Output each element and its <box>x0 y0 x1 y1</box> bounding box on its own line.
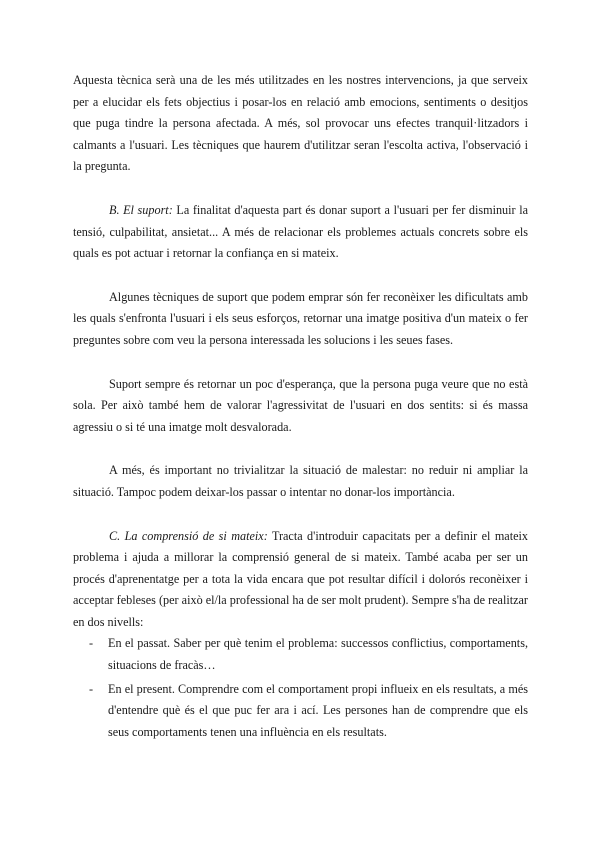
paragraph-intro <box>73 70 528 178</box>
list-item-text: En el passat. Saber per què tenim el problema: successos conflictius, comportaments, situacions de fracàs… <box>108 636 528 673</box>
section-heading-suport: B. El suport: <box>109 202 173 217</box>
paragraph-text: La finalitat d'aquesta part és donar suport a l'usuari per fer disminuir la tensió, culpabilitat, ansietat... A més de relacionar els problemes actuals concrets sobre els quals es pot actuar i retornar la confiança en si mateix. <box>73 202 528 261</box>
paragraph-esperanca <box>73 374 528 439</box>
list-bullet: - <box>89 636 94 651</box>
paragraph-tecniques-suport <box>73 287 528 352</box>
list-bullet: - <box>89 681 94 696</box>
paragraph-suport <box>73 200 528 265</box>
paragraph-text: Algunes tècniques de suport que podem emprar són fer reconèixer les dificultats amb les quals s'enfronta l'usuari i els seus esforços, retornar una imatge positiva d'un mateix o fer preguntes sobre com veu la persona interessada les solucions i les seues fases. <box>73 289 528 347</box>
list-item-text: En el present. Comprendre com el comportament propi influeix en els resultats, a més d'entendre què és el que puc fer ara i ací. Les persones han de comprendre que els seus comportaments tenen una influència en els resultats. <box>108 681 528 739</box>
levels-list <box>73 633 528 743</box>
paragraph-text: Tracta d'introduir capacitats per a definir el mateix problema i ajuda a millorar la comprensió general de si mateix. També acaba per ser un procés d'aprenentatge per a tota la vida encara que pot resultar difícil i dolorós reconèixer i acceptar febleses (per això el/la professional ha de ser molt prudent). Sempre s'ha de realitzar en dos nivells: <box>73 528 528 629</box>
document-page <box>73 70 528 745</box>
paragraph-text: Suport sempre és retornar un poc d'esperança, que la persona puga veure que no està sola. Per això també hem de valorar l'agressivitat de l'usuari en dos sentits: si és massa agressiu o si té una imatge molt desvalorada. <box>73 376 528 434</box>
paragraph-text: Aquesta tècnica serà una de les més utilitzades en les nostres intervencions, ja que serveix per a elucidar els fets objectius i posar-los en relació amb emocions, sentiments o desitjos que puga tindre la persona afectada. A més, sol provocar uns efectes tranquil·litzadors i calmants a l'usuari. Les tècniques que haurem d'utilitzar seran l'escolta activa, l'observació i la pregunta. <box>73 73 528 174</box>
list-item <box>73 679 528 744</box>
section-heading-comprensio: C. La comprensió de si mateix: <box>109 528 268 543</box>
paragraph-text: A més, és important no trivialitzar la situació de malestar: no reduir ni ampliar la situació. Tampoc podem deixar-los passar o intentar no donar-los importància. <box>73 463 528 499</box>
list-item <box>73 633 528 676</box>
paragraph-malestar <box>73 460 528 503</box>
paragraph-comprensio <box>73 526 528 634</box>
